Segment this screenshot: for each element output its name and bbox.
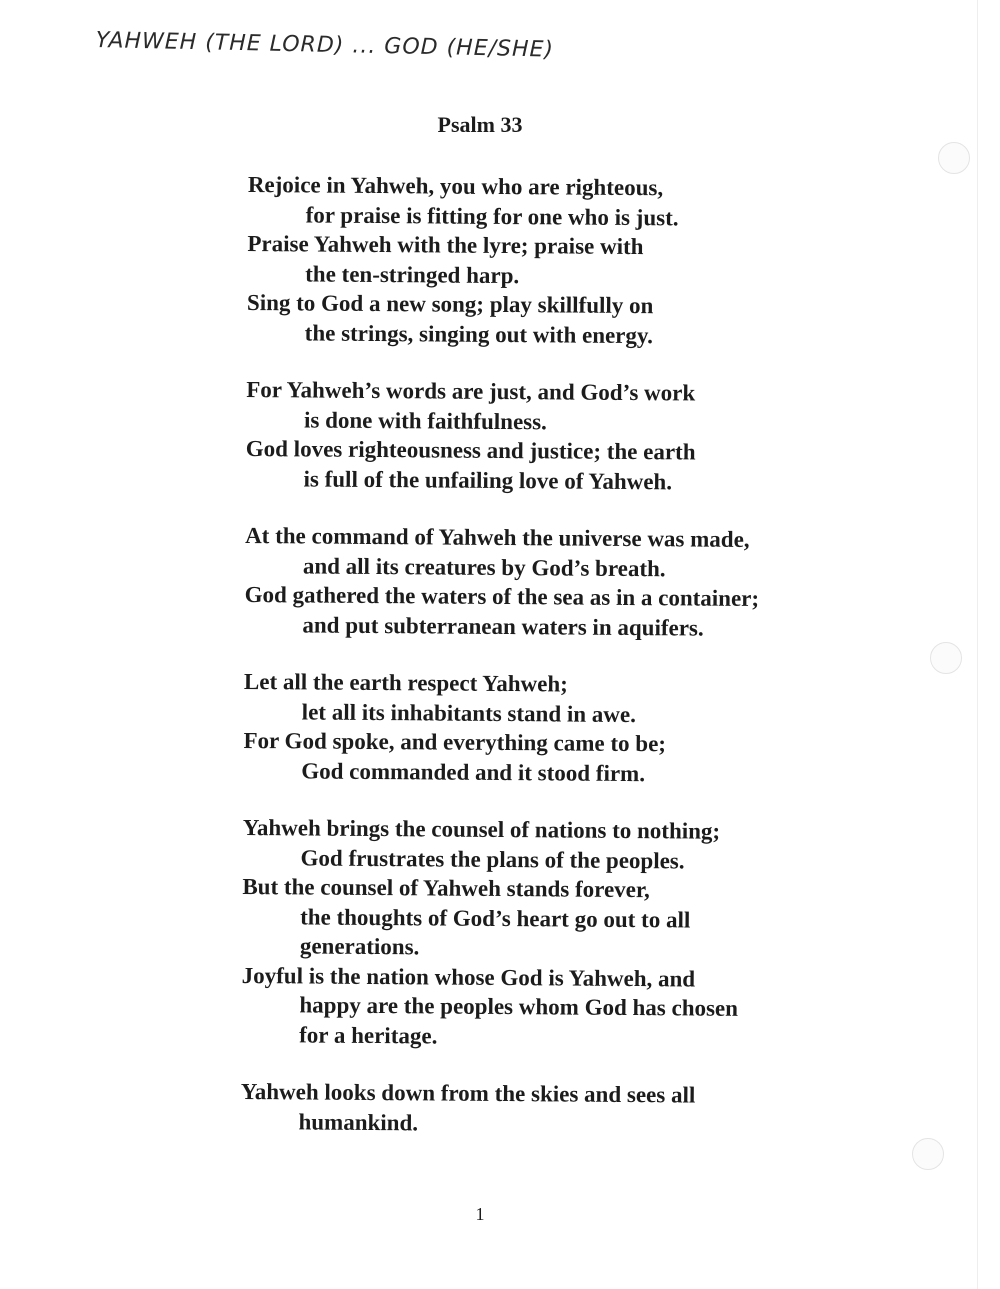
verse-line: At the command of Yahweh the universe was made, <box>245 522 750 552</box>
verse-line: is full of the unfailing love of Yahweh. <box>303 465 673 494</box>
psalm-text <box>240 170 868 1169</box>
verse-line: the strings, singing out with energy. <box>304 319 654 348</box>
verse-line: let all its inhabitants stand in awe. <box>301 698 637 727</box>
stanza <box>241 813 863 1054</box>
stanza <box>247 170 868 352</box>
stanza <box>240 1077 860 1141</box>
verse-line: Rejoice in Yahweh, you who are righteous, <box>247 171 664 201</box>
punch-hole <box>930 642 962 674</box>
verse-line: Let all the earth respect Yahweh; <box>243 668 568 697</box>
verse-line: humankind. <box>298 1108 419 1135</box>
verse-line: for a heritage. <box>299 1021 438 1049</box>
verse-line: For God spoke, and everything came to be; <box>243 727 667 757</box>
verse-line: God gathered the waters of the sea as in a container; <box>244 581 760 612</box>
verse-line: For Yahweh’s words are just, and God’s work <box>246 376 696 406</box>
verse-line: the thoughts of God’s heart go out to all <box>300 903 691 932</box>
verse-line: happy are the peoples whom God has chosen <box>299 992 739 1021</box>
punch-hole <box>912 1138 944 1170</box>
verse-line: is done with faithfulness. <box>303 406 547 434</box>
verse-line: and all its creatures by God’s breath. <box>302 552 666 581</box>
verse-line: Yahweh brings the counsel of nations to nothing; <box>242 814 721 844</box>
page-number: 1 <box>475 1204 485 1224</box>
handwritten-note: YAHWEH (THE LORD) ... GOD (HE/SHE) <box>95 28 555 63</box>
punch-hole <box>938 142 970 174</box>
verse-line: Praise Yahweh with the lyre; praise with <box>247 230 644 260</box>
verse-line: God loves righteousness and justice; the earth <box>245 435 696 465</box>
verse-line: But the counsel of Yahweh stands forever, <box>242 873 650 903</box>
verse-line: generations. <box>299 933 420 960</box>
page-edge-line <box>977 0 978 1289</box>
verse-line: Yahweh looks down from the skies and sees all <box>240 1078 696 1108</box>
stanza <box>243 667 864 790</box>
verse-line: and put subterranean waters in aquifers. <box>302 611 704 641</box>
verse-line: God commanded and it stood firm. <box>301 757 646 786</box>
verse-line: for praise is fitting for one who is just. <box>305 201 679 230</box>
verse-line: Joyful is the nation whose God is Yahweh, and <box>241 962 696 992</box>
verse-line: God frustrates the plans of the peoples. <box>300 844 685 873</box>
page-title: Psalm 33 <box>437 112 523 137</box>
stanza <box>245 375 866 498</box>
verse-line: the ten-stringed harp. <box>305 260 520 288</box>
verse-line: Sing to God a new song; play skillfully on <box>246 289 654 319</box>
stanza <box>244 521 865 644</box>
